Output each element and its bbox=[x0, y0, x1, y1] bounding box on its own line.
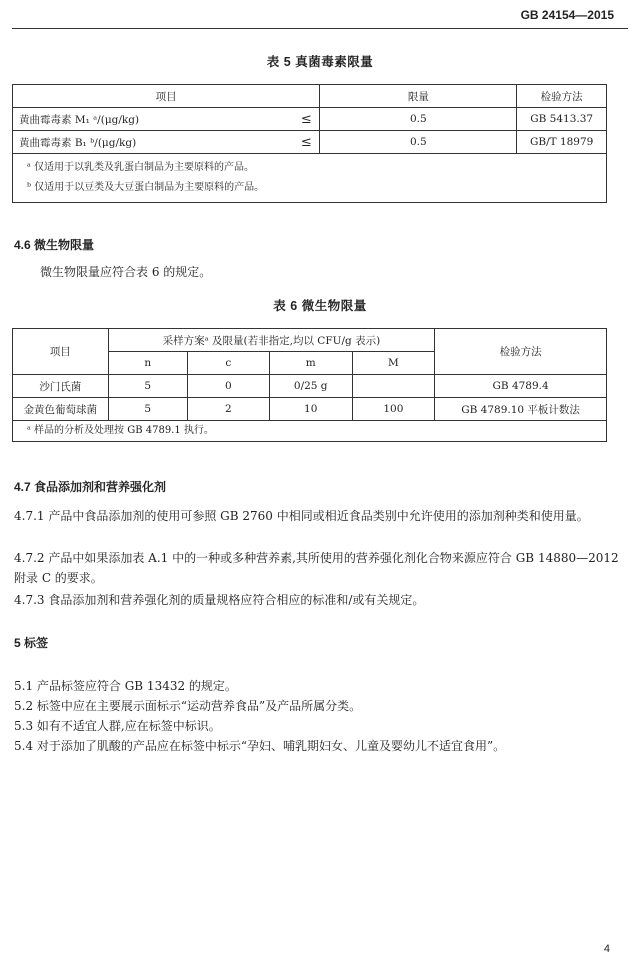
section-heading-5: 5 标签 bbox=[14, 636, 49, 650]
table6-caption: 表 6 微生物限量 bbox=[273, 299, 367, 313]
table5 bbox=[12, 84, 607, 203]
table6 bbox=[12, 328, 607, 442]
table6-item: 沙门氏菌 bbox=[13, 375, 109, 398]
table6-sub-M: M bbox=[352, 352, 435, 375]
table5-method: GB/T 18979 bbox=[517, 131, 607, 154]
section-heading-4-6: 4.6 微生物限量 bbox=[14, 238, 95, 252]
table6-sub-c: c bbox=[187, 352, 269, 375]
paragraph-5-3: 5.3 如有不适宜人群,应在标签中标识。 bbox=[14, 719, 221, 733]
table-row bbox=[13, 398, 607, 421]
table6-header-plan: 采样方案ᵃ 及限量(若非指定,均以 CFU/g 表示) bbox=[108, 329, 435, 352]
table-row bbox=[13, 108, 607, 131]
table6-method: GB 4789.10 平板计数法 bbox=[435, 398, 607, 421]
paragraph: 微生物限量应符合表 6 的规定。 bbox=[40, 265, 212, 279]
table6-M bbox=[352, 375, 435, 398]
table-row bbox=[13, 421, 607, 442]
header-rule bbox=[12, 28, 628, 29]
table6-c: 0 bbox=[187, 375, 269, 398]
table5-header-item: 项目 bbox=[13, 85, 320, 108]
table-row bbox=[13, 131, 607, 154]
table6-header-item: 项目 bbox=[13, 329, 109, 375]
table6-m: 0/25 g bbox=[269, 375, 352, 398]
table5-sym: ≤ bbox=[293, 131, 320, 154]
table6-note: ᵃ 样品的分析及处理按 GB 4789.1 执行。 bbox=[13, 421, 607, 442]
table6-method: GB 4789.4 bbox=[435, 375, 607, 398]
table5-header-limit: 限量 bbox=[320, 85, 517, 108]
table6-m: 10 bbox=[269, 398, 352, 421]
paragraph-5-1: 5.1 产品标签应符合 GB 13432 的规定。 bbox=[14, 679, 237, 693]
paragraph-5-4: 5.4 对于添加了肌酸的产品应在标签中标示“孕妇、哺乳期妇女、儿童及婴幼儿不适宜食用”。 bbox=[14, 739, 506, 753]
paragraph-4-7-3: 4.7.3 食品添加剂和营养强化剂的质量规格应符合相应的标准和/或有关规定。 bbox=[14, 593, 425, 607]
table5-limit: 0.5 bbox=[320, 131, 517, 154]
table6-M: 100 bbox=[352, 398, 435, 421]
table5-item: 黄曲霉毒素 M₁ ᵃ/(μg/kg) bbox=[13, 108, 294, 131]
table5-note: ᵃ 仅适用于以乳类及乳蛋白制品为主要原料的产品。 bbox=[27, 162, 255, 173]
table5-sym: ≤ bbox=[293, 108, 320, 131]
table5-note: ᵇ 仅适用于以豆类及大豆蛋白制品为主要原料的产品。 bbox=[27, 182, 265, 193]
table5-method: GB 5413.37 bbox=[517, 108, 607, 131]
table6-header-method: 检验方法 bbox=[435, 329, 607, 375]
section-heading-4-7: 4.7 食品添加剂和营养强化剂 bbox=[14, 480, 167, 494]
paragraph-5-2: 5.2 标签中应在主要展示面标示“运动营养食品”及产品所属分类。 bbox=[14, 699, 362, 713]
table-row bbox=[13, 329, 607, 352]
table-row bbox=[13, 85, 607, 108]
table-row bbox=[13, 375, 607, 398]
table5-caption: 表 5 真菌毒素限量 bbox=[266, 55, 374, 69]
table6-sub-m: m bbox=[269, 352, 352, 375]
paragraph-4-7-1: 4.7.1 产品中食品添加剂的使用可参照 GB 2760 中相同或相近食品类别中允许使用的添加剂种类和使用量。 bbox=[14, 509, 589, 523]
page-number: 4 bbox=[603, 943, 610, 955]
table5-notes bbox=[13, 154, 607, 203]
table6-n: 5 bbox=[108, 398, 187, 421]
table5-header-method: 检验方法 bbox=[517, 85, 607, 108]
table6-c: 2 bbox=[187, 398, 269, 421]
table5-limit: 0.5 bbox=[320, 108, 517, 131]
paragraph-4-7-2: 4.7.2 产品中如果添加表 A.1 中的一种或多种营养素,其所使用的营养强化剂化合物来源应符合 GB 14880—2012附录 C 的要求。 bbox=[14, 551, 619, 585]
doc-code: GB 24154—2015 bbox=[520, 8, 614, 22]
table5-item: 黄曲霉毒素 B₁ ᵇ/(μg/kg) bbox=[13, 131, 294, 154]
table6-sub-n: n bbox=[108, 352, 187, 375]
table6-item: 金黄色葡萄球菌 bbox=[13, 398, 109, 421]
table-row bbox=[13, 154, 607, 203]
table6-n: 5 bbox=[108, 375, 187, 398]
